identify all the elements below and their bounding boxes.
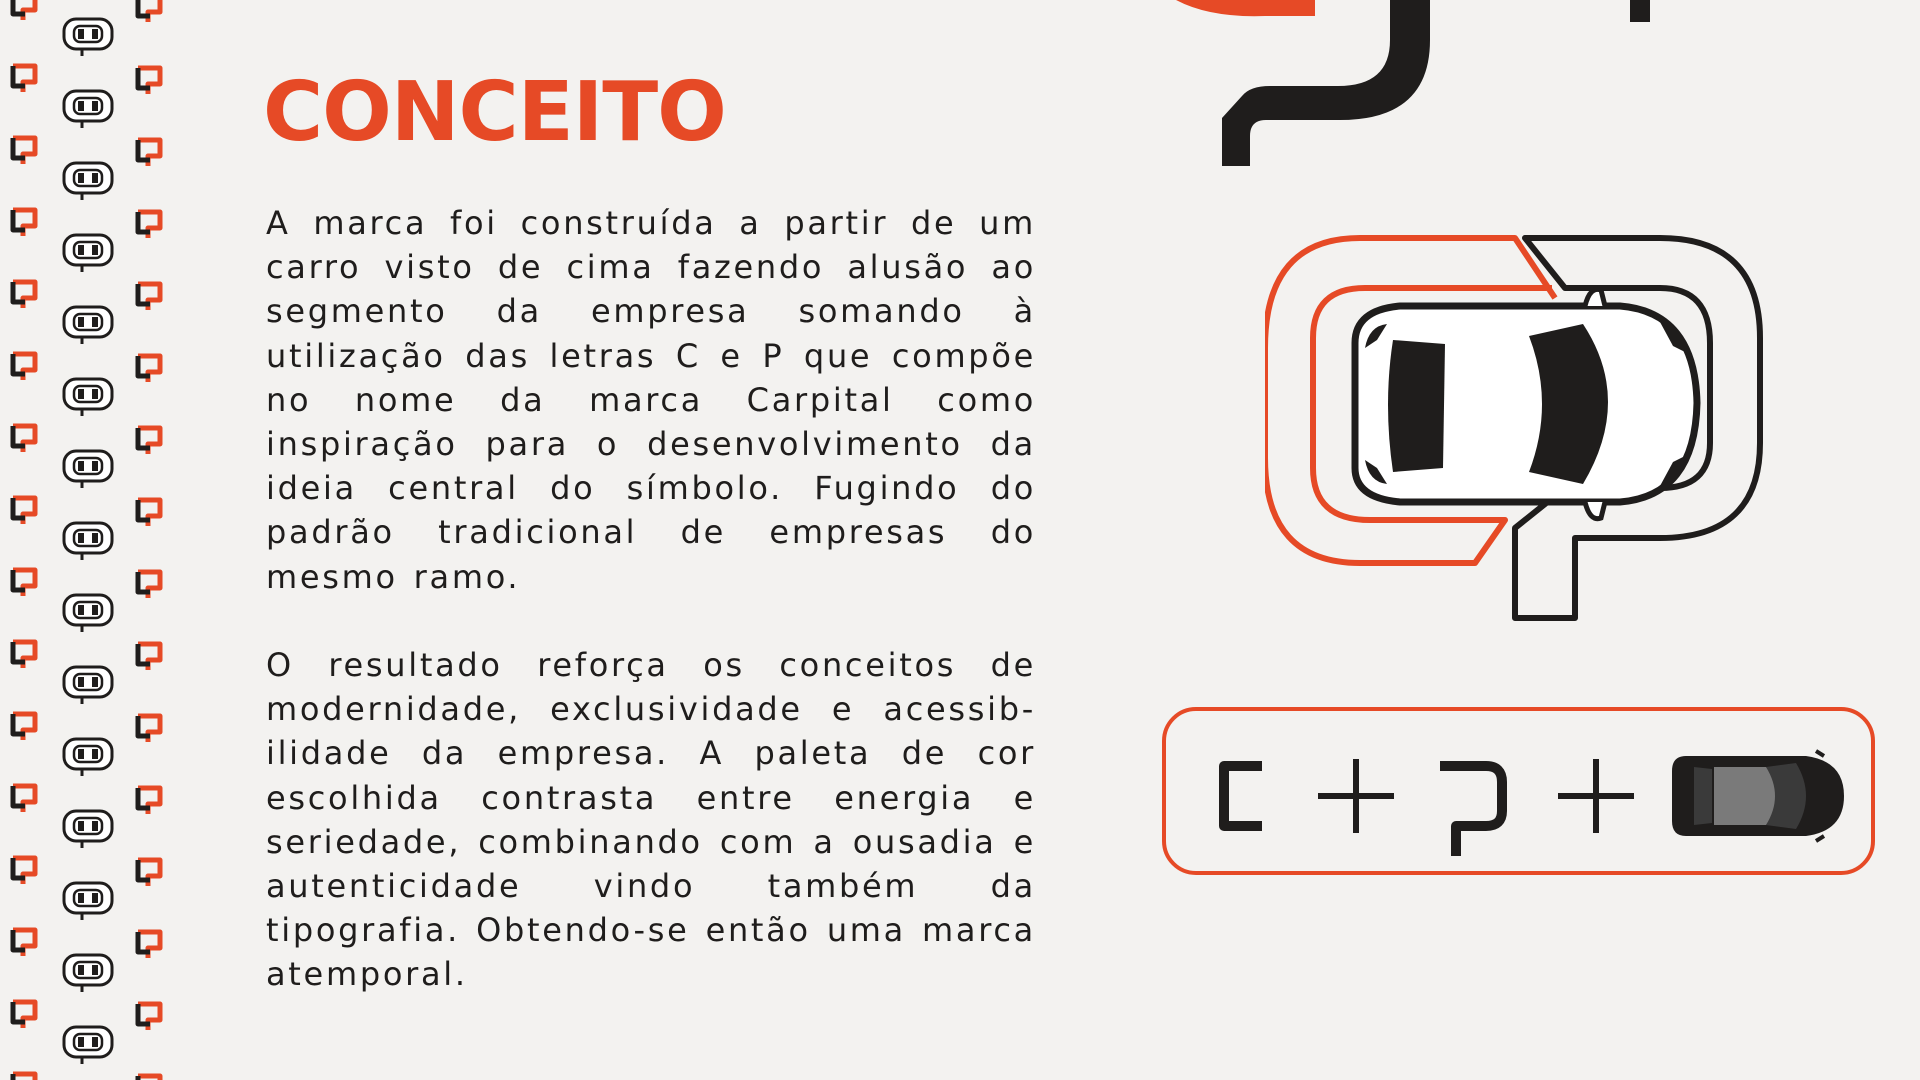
car-top-view-icon — [64, 1027, 112, 1064]
plus-icon — [1318, 759, 1394, 833]
car-top-view-icon — [64, 307, 112, 344]
cp-letter-icon — [138, 0, 160, 22]
cp-letter-icon — [13, 66, 35, 92]
car-top-view-icon — [64, 883, 112, 920]
car-top-view-icon — [64, 163, 112, 200]
car-top-view-icon — [64, 19, 112, 56]
cp-letter-icon — [13, 426, 35, 452]
cp-letter-icon — [138, 716, 160, 742]
cp-letter-icon — [138, 428, 160, 454]
cp-letter-icon — [13, 642, 35, 668]
cp-letter-icon — [138, 788, 160, 814]
plus-icon — [1558, 759, 1634, 833]
formula-panel — [1162, 707, 1875, 875]
cp-letter-icon — [138, 860, 160, 886]
car-top-view-icon — [1672, 751, 1844, 841]
cp-letter-icon — [13, 930, 35, 956]
decorative-pattern — [0, 0, 180, 1080]
p-letter-icon — [1440, 766, 1502, 856]
cp-letter-icon — [138, 1004, 160, 1030]
car-top-view-icon — [64, 523, 112, 560]
cp-letter-icon — [13, 570, 35, 596]
cp-letter-icon — [138, 284, 160, 310]
car-top-view-icon — [64, 91, 112, 128]
cp-letter-icon — [138, 1076, 160, 1080]
cp-letter-icon — [13, 282, 35, 308]
cropped-cp-logo — [1170, 0, 1710, 170]
cp-letter-icon — [138, 644, 160, 670]
c-letter-icon — [1224, 766, 1262, 826]
car-top-view-icon — [64, 379, 112, 416]
concept-paragraph-2: O resultado reforça os conceitos de modernidade, exclusividade e acessib- ilidade da empresa. A paleta de cor escolhida contrasta entre energia e seriedade, combinando com a ousadia e autenticidade vindo também da tipografia. Obtendo-se então uma marca atemporal. — [266, 646, 1036, 994]
cp-letter-icon — [138, 68, 160, 94]
carpital-logo — [1265, 228, 1775, 628]
car-top-view-icon — [64, 451, 112, 488]
car-top-view-icon — [64, 955, 112, 992]
cp-letter-icon — [138, 572, 160, 598]
cp-letter-icon — [13, 138, 35, 164]
car-top-view-icon — [64, 739, 112, 776]
cp-letter-icon — [13, 1002, 35, 1028]
car-top-view-icon — [64, 595, 112, 632]
section-title: CONCEITO — [263, 65, 726, 160]
car-top-view-icon — [64, 811, 112, 848]
cp-letter-icon — [13, 786, 35, 812]
car-top-view-icon — [64, 235, 112, 272]
cp-letter-icon — [13, 714, 35, 740]
cp-letter-icon — [13, 210, 35, 236]
cp-letter-icon — [13, 0, 35, 20]
cp-letter-icon — [138, 500, 160, 526]
cp-letter-icon — [13, 858, 35, 884]
cp-letter-icon — [138, 212, 160, 238]
cp-letter-icon — [138, 932, 160, 958]
concept-paragraph-1: A marca foi construída a partir de um carro visto de cima fazendo alusão ao segmento da empresa somando à utilização das letras C e P que compõe no nome da marca Carpital como inspiração para o desenvolvimento da ideia central do símbolo. Fugindo do padrão tradicional de empresas do mesmo ramo. — [266, 204, 1036, 596]
car-top-view-icon — [64, 667, 112, 704]
cp-letter-icon — [13, 498, 35, 524]
cp-letter-icon — [138, 356, 160, 382]
cp-letter-icon — [13, 1074, 35, 1080]
cp-letter-icon — [138, 140, 160, 166]
cp-letter-icon — [13, 354, 35, 380]
